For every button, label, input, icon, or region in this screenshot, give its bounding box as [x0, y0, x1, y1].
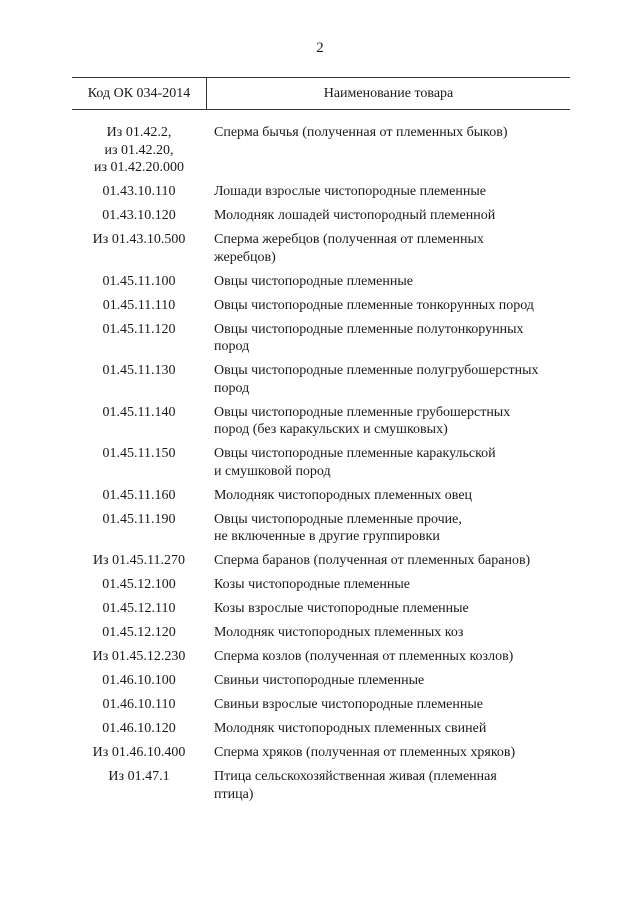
row-code: 01.45.11.160 [102, 487, 176, 503]
row-code: 01.45.11.120 [102, 321, 176, 337]
row-code: Из 01.45.12.230 [92, 649, 186, 664]
row-code: 01.46.10.100 [102, 673, 176, 688]
table-row [72, 445, 570, 480]
table-row [72, 672, 570, 690]
row-code: 01.45.11.140 [102, 404, 176, 420]
table-row [72, 624, 570, 642]
row-name: Птица сельскохозяйственная живая (племенная птица) [214, 769, 497, 802]
row-code: Из 01.47.1 [108, 769, 170, 784]
table-row [72, 231, 570, 266]
row-name: Сперма бычья (полученная от племенных быков) [214, 125, 508, 140]
table-row [72, 576, 570, 594]
row-code: Из 01.45.11.270 [92, 553, 186, 568]
row-code: 01.46.10.110 [102, 697, 176, 712]
table-row [72, 362, 570, 397]
row-name: Молодняк чистопородных племенных овец [214, 487, 473, 503]
table-row [72, 321, 570, 356]
row-name: Овцы чистопородные племенные грубошерстных пород (без каракульских и смушковых) [214, 404, 511, 437]
row-code: 01.45.12.120 [102, 625, 176, 640]
table-body [72, 124, 570, 803]
table-row [72, 404, 570, 439]
table-row [72, 297, 570, 315]
row-code: 01.46.10.120 [102, 721, 176, 736]
row-name: Козы взрослые чистопородные племенные [214, 601, 469, 616]
table-row [72, 648, 570, 666]
row-name: Сперма баранов (полученная от племенных баранов) [214, 553, 531, 568]
row-code: 01.45.11.100 [102, 273, 176, 289]
table-row [72, 511, 570, 546]
table-row [72, 273, 570, 291]
table-row [72, 124, 570, 177]
row-name: Овцы чистопородные племенные полугрубошерстных пород [214, 363, 539, 396]
column-header-code: Код ОК 034-2014 [72, 78, 207, 109]
products-table [72, 77, 570, 810]
row-code: Из 01.46.10.400 [92, 745, 186, 760]
row-name: Овцы чистопородные племенные полутонкорунных пород [214, 321, 524, 354]
page-number: 2 [316, 40, 324, 56]
row-code: 01.45.11.110 [102, 297, 176, 313]
row-name: Сперма жеребцов (полученная от племенных жеребцов) [214, 232, 484, 265]
row-code: Из 01.43.10.500 [92, 232, 186, 247]
row-name: Свиньи взрослые чистопородные племенные [214, 697, 483, 712]
row-name: Молодняк лошадей чистопородный племенной [214, 208, 496, 223]
row-code: 01.43.10.120 [102, 208, 176, 223]
row-code: 01.45.12.110 [102, 601, 176, 616]
table-row [72, 183, 570, 201]
table-row [72, 600, 570, 618]
table-row [72, 487, 570, 505]
row-name: Сперма хряков (полученная от племенных хряков) [214, 745, 516, 760]
table-row [72, 207, 570, 225]
table-header [72, 77, 570, 110]
table-row [72, 744, 570, 762]
row-name: Овцы чистопородные племенные прочие, не включенные в другие группировки [214, 511, 462, 544]
row-name: Молодняк чистопородных племенных коз [214, 625, 464, 640]
table-row [72, 720, 570, 738]
row-name: Молодняк чистопородных племенных свиней [214, 721, 487, 736]
table-row [72, 552, 570, 570]
table-row [72, 768, 570, 803]
column-header-name: Наименование товара [323, 85, 454, 101]
row-code: 01.45.11.150 [102, 446, 176, 461]
row-name: Сперма козлов (полученная от племенных козлов) [214, 649, 514, 664]
row-code: 01.45.11.190 [102, 511, 176, 527]
row-name: Козы чистопородные племенные [214, 577, 410, 592]
row-name: Овцы чистопородные племенные тонкорунных пород [214, 297, 534, 313]
row-name: Свиньи чистопородные племенные [214, 673, 425, 688]
table-row [72, 696, 570, 714]
row-code: 01.45.12.100 [102, 577, 176, 592]
row-code: 01.45.11.130 [102, 363, 176, 378]
row-name: Лошади взрослые чистопородные племенные [214, 184, 486, 199]
row-name: Овцы чистопородные племенные [214, 273, 413, 289]
row-name: Овцы чистопородные племенные каракульской и смушковой пород [214, 446, 496, 479]
row-code: 01.43.10.110 [102, 184, 176, 199]
row-code: Из 01.42.2, из 01.42.20, из 01.42.20.000 [93, 125, 185, 175]
